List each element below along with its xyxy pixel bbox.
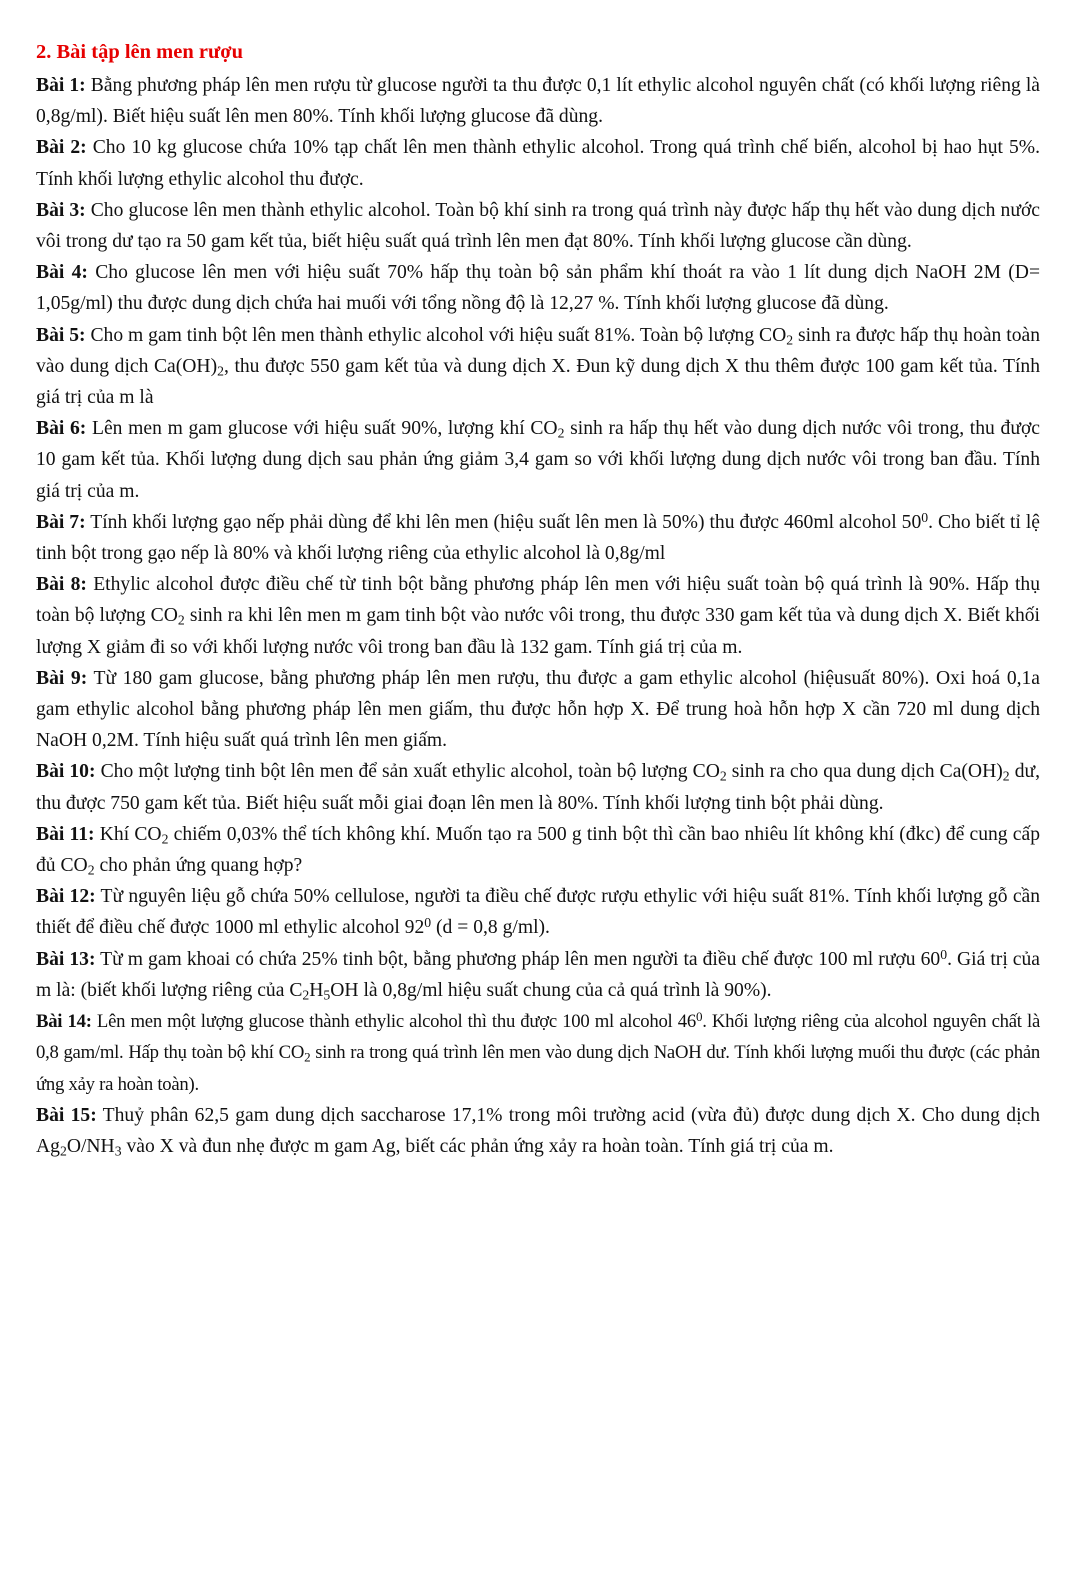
problem-label: Bài 9:	[36, 667, 88, 689]
problem-text: cho phản ứng quang hợp?	[94, 855, 303, 877]
problem-text: Từ nguyên liệu gỗ chứa 50% cellulose, người ta điều chế được rượu ethylic với hiệu suất 81%. Tính khối lượng gỗ cần thiết để điều chế được 1000 ml ethylic alcohol 92	[36, 886, 1041, 939]
problem-2	[36, 132, 1040, 194]
problem-text: Cho 10 kg glucose chứa 10% tạp chất lên men thành ethylic alcohol. Trong quá trình chế biến, alcohol bị hao hụt 5%. Tính khối lượng ethylic alcohol thu được.	[36, 137, 1040, 190]
problem-text: Cho glucose lên men thành ethylic alcohol. Toàn bộ khí sinh ra trong quá trình này được hấp thụ hết vào dung dịch nước vôi trong dư tạo ra 50 gam kết tủa, biết hiệu suất quá trình lên men đạt 80%. Tính khối lượng glucose cần dùng.	[36, 199, 1041, 253]
problem-label: Bài 1:	[36, 75, 86, 96]
problem-11	[36, 819, 1040, 881]
problem-text: Lên men một lượng glucose thành ethylic alcohol thì thu được 100 ml alcohol 46	[91, 1011, 696, 1033]
superscript: 0	[921, 509, 929, 525]
problem-14	[36, 1006, 1040, 1100]
problem-label: Bài 2:	[36, 137, 87, 159]
problem-text: Lên men m gam glucose với hiệu suất 90%, lượng khí CO	[86, 418, 558, 440]
subscript: 2	[161, 831, 169, 847]
problem-text: sinh ra trong quá trình lên men vào dung dịch NaOH dư. Tính khối lượng muối thu được (các phản ứng xảy ra hoàn toàn).	[36, 1042, 1040, 1095]
problem-7	[36, 507, 1040, 569]
problem-text: sinh ra hấp thụ hết vào dung dịch nước vôi trong, thu được 10 gam kết tủa. Khối lượng dung dịch sau phản ứng giảm 3,4 gam so với khối lượng dung dịch nước vôi trong ban đầu. Tính giá trị của m.	[36, 418, 1041, 502]
subscript: 2	[177, 612, 185, 628]
problem-text: . Cho biết tỉ lệ tinh bột trong gạo nếp là 80% và khối lượng riêng của ethylic alcohol là 0,8g/ml	[36, 511, 1040, 565]
problem-text: vào X và đun nhẹ được m gam Ag, biết các phản ứng xảy ra hoàn toàn. Tính giá trị của m.	[121, 1135, 834, 1157]
problem-text: Ethylic alcohol được điều chế từ tinh bột bằng phương pháp lên men với hiệu suất toàn bộ quá trình là 90%. Hấp thụ toàn bộ lượng CO	[36, 574, 1041, 627]
problem-label: Bài 6:	[36, 418, 87, 440]
subscript: 2	[304, 1049, 311, 1065]
section-title: 2. Bài tập lên men rượu	[36, 41, 244, 63]
problem-text: Cho glucose lên men với hiệu suất 70% hấp thụ toàn bộ sản phẩm khí thoát ra vào 1 lít dung dịch NaOH 2M (D= 1,05g/ml) thu được dung dịch chứa hai muối với tổng nồng độ là 12,27 %. Tính khối lượng glucose đã dùng.	[36, 262, 1041, 315]
problem-text: Thuỷ phân 62,5 gam dung dịch saccharose 17,1% trong môi trường acid (vừa đủ) được dung dịch X. Cho dung dịch Ag	[36, 1104, 1041, 1157]
problem-label: Bài 11:	[36, 823, 95, 845]
subscript: 5	[323, 987, 331, 1003]
problem-text: OH là 0,8g/ml hiệu suất chung của cả quá trình là 90%).	[330, 979, 772, 1001]
problem-12	[36, 881, 1040, 943]
problem-label: Bài 4:	[36, 262, 88, 284]
problem-text: Bằng phương pháp lên men rượu từ glucose người ta thu được 0,1 lít ethylic alcohol nguyên chất (có khối lượng riêng là 0,8g/ml). Biết hiệu suất lên men 80%. Tính khối lượng glucose đã dùng.	[36, 75, 1041, 128]
problem-text: . Giá trị của m là: (biết khối lượng riêng của C	[36, 948, 1040, 1001]
subscript: 2	[786, 332, 794, 348]
problem-text: H	[309, 979, 324, 1001]
problem-text: Cho một lượng tinh bột lên men để sản xuất ethylic alcohol, toàn bộ lượng CO	[95, 761, 720, 783]
problem-text: . Khối lượng riêng của alcohol nguyên chất là 0,8 gam/ml. Hấp thụ toàn bộ khí CO	[36, 1011, 1040, 1064]
superscript: 0	[940, 946, 948, 962]
problem-label: Bài 15:	[36, 1104, 97, 1126]
problem-text: (d = 0,8 g/ml).	[431, 917, 550, 939]
superscript: 0	[695, 1009, 703, 1025]
problem-text: sinh ra cho qua dung dịch Ca(OH)	[726, 761, 1003, 783]
document-page	[36, 38, 1040, 1162]
problem-9	[36, 663, 1040, 757]
problem-8	[36, 569, 1040, 663]
subscript: 3	[114, 1143, 122, 1159]
subscript: 2	[217, 363, 224, 379]
problem-text: Từ m gam khoai có chứa 25% tinh bột, bằng phương pháp lên men người ta điều chế được 100 ml rượu 60	[95, 948, 941, 970]
subscript: 2	[1002, 768, 1010, 784]
problem-text: Tính khối lượng gạo nếp phải dùng để khi lên men (hiệu suất lên men là 50%) thu được 460ml alcohol 50	[85, 511, 922, 533]
problem-label: Bài 13:	[36, 948, 96, 970]
problem-label: Bài 3:	[36, 199, 86, 221]
subscript: 2	[557, 425, 565, 441]
problem-text: O/NH	[66, 1135, 115, 1157]
problem-6	[36, 413, 1040, 507]
problem-13	[36, 944, 1040, 1006]
problem-5	[36, 320, 1040, 414]
problem-label: Bài 10:	[36, 761, 96, 783]
problem-text: Cho m gam tinh bột lên men thành ethylic alcohol với hiệu suất 81%. Toàn bộ lượng CO	[85, 324, 787, 346]
subscript: 2	[719, 768, 727, 784]
problem-text: Từ 180 gam glucose, bằng phương pháp lên men rượu, thu được a gam ethylic alcohol (hiệusuất 80%). Oxi hoá 0,1a gam ethylic alcohol bằng phương pháp lên men giấm, thu được hỗn hợp X. Để trung hoà hỗn hợp X cần 720 ml dung dịch NaOH 0,2M. Tính hiệu suất quá trình lên men giấm.	[36, 667, 1041, 752]
problem-text: Khí CO	[94, 823, 162, 845]
problem-label: Bài 5:	[36, 324, 86, 346]
problem-label: Bài 12:	[36, 886, 96, 908]
problem-text: sinh ra khi lên men m gam tinh bột vào nước vôi trong, thu được 330 gam kết tủa và dung dịch X. Biết khối lượng X giảm đi so với khối lượng nước vôi trong ban đầu là 132 gam. Tính giá trị của m.	[36, 605, 1040, 658]
problem-text: sinh ra được hấp thụ hoàn toàn vào dung dịch Ca(OH)	[36, 324, 1040, 377]
problem-10	[36, 756, 1040, 818]
problem-label: Bài 14:	[36, 1011, 92, 1033]
superscript: 0	[424, 915, 432, 931]
problem-text: dư, thu được 750 gam kết tủa. Biết hiệu suất mỗi giai đoạn lên men là 80%. Tính khối lượng tinh bột phải dùng.	[36, 761, 1041, 814]
subscript: 2	[87, 862, 95, 878]
problem-15	[36, 1100, 1040, 1162]
problem-1	[36, 70, 1040, 132]
problem-label: Bài 8:	[36, 574, 87, 596]
subscript: 2	[59, 1143, 67, 1159]
problem-text: , thu được 550 gam kết tủa và dung dịch X. Đun kỹ dung dịch X thu thêm được 100 gam kết tủa. Tính giá trị của m là	[36, 355, 1040, 409]
problem-text: chiếm 0,03% thể tích không khí. Muốn tạo ra 500 g tinh bột thì cần bao nhiêu lít không khí (đkc) để cung cấp đủ CO	[36, 823, 1040, 877]
problem-3	[36, 195, 1040, 257]
problem-label: Bài 7:	[36, 511, 86, 533]
subscript: 2	[302, 987, 310, 1003]
problem-4	[36, 257, 1040, 319]
